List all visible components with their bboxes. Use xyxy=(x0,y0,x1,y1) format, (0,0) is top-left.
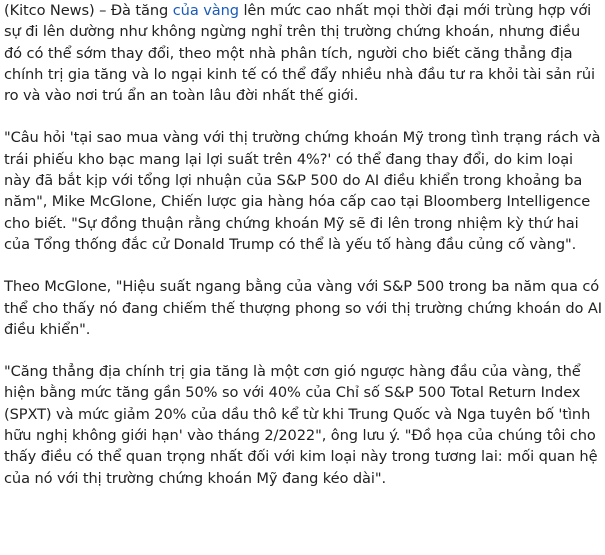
paragraph-intro xyxy=(4,0,602,106)
paragraph-geopolitics: "Căng thẳng địa chính trị gia tăng là một cơn gió ngược hàng đầu của vàng, thể hiện bằng mức tăng gần 50% so với 40% của Chỉ số S&P 500 Total Return Index (SPXT) và mức giảm 20% của dầu thô kể từ khi Trung Quốc và Nga tuyên bố 'tình hữu nghị không giới hạn' vào tháng 2/2022", ông lưu ý. "Đồ họa của chúng tôi cho thấy điều có thể quan trọng nhất đối với kim loại này trong tương lai: mối quan hệ của nó với thị trường chứng khoán Mỹ đang kéo dài". xyxy=(4,363,598,487)
article-body xyxy=(4,0,602,510)
intro-text-before: (Kitco News) – Đà tăng xyxy=(4,2,173,19)
paragraph-quote-mcglone: "Câu hỏi 'tại sao mua vàng với thị trường chứng khoán Mỹ trong tình trạng rách và trái phiếu kho bạc mang lại lợi suất trên 4%?' có thể đang thay đổi, do kim loại này đã bắt kịp với tổng lợi nhuận của S&P 500 do AI điều khiển trong khoảng ba năm", Mike McGlone, Chiến lược gia hàng hóa cấp cao tại Bloomberg Intelligence cho biết. "Sự đồng thuận rằng chứng khoán Mỹ sẽ đi lên trong nhiệm kỳ thứ hai của Tổng thống đắc cử Donald Trump có thể là yếu tố hàng đầu củng cố vàng". xyxy=(4,129,601,253)
intro-text-after: lên mức cao nhất mọi thời đại mới trùng hợp với sự đi lên dường như không ngừng nghỉ trên thị trường chứng khoán, nhưng điều đó có thể sớm thay đổi, theo một nhà phân tích, người cho biết căng thẳng địa chính trị gia tăng và lo ngại kinh tế có thể đẩy nhiều nhà đầu tư ra khỏi tài sản rủi ro và vào nơi trú ẩn an toàn lâu đời nhất thế giới. xyxy=(4,2,595,105)
paragraph-performance: Theo McGlone, "Hiệu suất ngang bằng của vàng với S&P 500 trong ba năm qua có thể cho thấy nó đang chiếm thế thượng phong so với thị trường chứng khoán do AI điều khiển". xyxy=(4,278,602,338)
gold-link[interactable]: của vàng xyxy=(172,2,239,19)
